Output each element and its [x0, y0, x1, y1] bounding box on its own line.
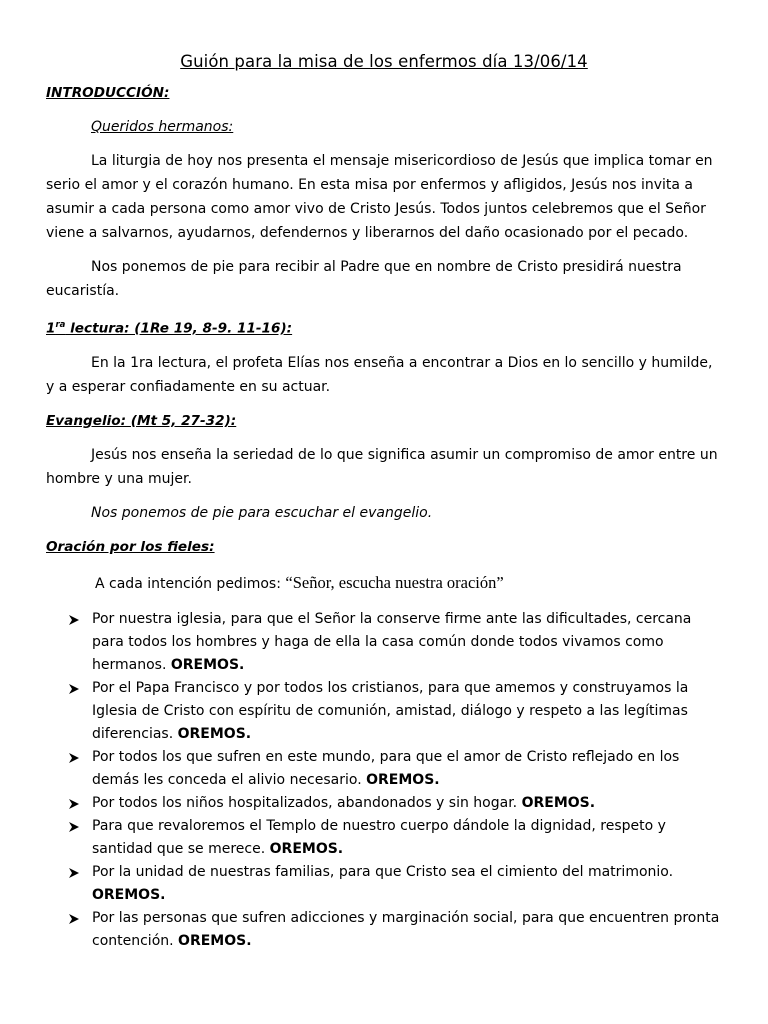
oremos-label: OREMOS.: [366, 771, 440, 788]
arrowhead-bullet-icon: [68, 913, 80, 925]
gospel-text: Jesús nos enseña la seriedad de lo que significa asumir un compromiso de amor entre un hombre y una mujer.: [46, 446, 718, 487]
reading1-heading-rest: lectura: (1Re 19, 8-9. 11-16):: [65, 320, 293, 337]
petition-item: [46, 677, 722, 746]
document-page: [46, 52, 722, 953]
gospel-heading: Evangelio: (Mt 5, 27-32):: [46, 412, 237, 429]
greeting: [46, 115, 722, 139]
greeting-text: Queridos hermanos:: [91, 119, 234, 135]
reading1-heading-sup: ra: [55, 320, 66, 330]
prayers-response: “Señor, escucha nuestra oración”: [285, 572, 504, 592]
oremos-label: OREMOS.: [521, 794, 596, 811]
oremos-label: OREMOS.: [269, 840, 344, 857]
arrowhead-bullet-icon: [68, 821, 80, 833]
document-title: Guión para la misa de los enfermos día 13/06/14: [180, 52, 588, 71]
petition-item: [46, 792, 722, 815]
reading1-text: En la 1ra lectura, el profeta Elías nos enseña a encontrar a Dios en lo sencillo y humilde, y a esperar confiadamente en su actuar.: [46, 354, 713, 395]
oremos-label: OREMOS.: [92, 886, 166, 903]
oremos-label: OREMOS.: [177, 725, 252, 742]
petitions-list: [46, 608, 722, 953]
prayers-intro: A cada intención pedimos:: [95, 575, 286, 592]
petition-item: [46, 861, 722, 907]
petition-item: [46, 608, 722, 677]
oremos-label: OREMOS.: [170, 656, 245, 673]
petition-item: [46, 746, 722, 792]
prayers-heading: Oración por los fieles:: [46, 538, 215, 555]
petition-text: Por la unidad de nuestras familias, para que Cristo sea el cimiento del matrimonio.: [92, 863, 674, 880]
petition-text: Por nuestra iglesia, para que el Señor la conserve firme ante las dificultades, cercana para todos los hombres y haga de ella la casa común donde todos vivamos como hermanos.: [92, 610, 692, 673]
arrowhead-bullet-icon: [68, 614, 80, 626]
intro-paragraph: La liturgia de hoy nos presenta el mensaje misericordioso de Jesús que implica tomar en serio el amor y el corazón humano. En esta misa por enfermos y afligidos, Jesús nos invita a asumir a cada persona como amor vivo de Cristo Jesús. Todos juntos celebremos que el Señor viene a salvarnos, ayudarnos, defendernos y liberarnos del daño ocasionado por el pecado.: [46, 153, 713, 241]
prayers-response-line: [46, 571, 722, 596]
petition-text: Por el Papa Francisco y por todos los cristianos, para que amemos y construyamos la Iglesia de Cristo con espíritu de comunión, amistad, diálogo y respeto a las legítimas diferencias.: [92, 679, 689, 742]
intro-standing-paragraph: Nos ponemos de pie para recibir al Padre que en nombre de Cristo presidirá nuestra eucaristía.: [46, 259, 682, 299]
petition-text: Por todos los que sufren en este mundo, para que el amor de Cristo reflejado en los demás les conceda el alivio necesario.: [92, 748, 680, 788]
intro-heading: INTRODUCCIÓN:: [46, 85, 170, 101]
petition-item: [46, 907, 722, 953]
gospel-instruction: Nos ponemos de pie para escuchar el evangelio.: [91, 504, 433, 521]
arrowhead-bullet-icon: [68, 867, 80, 879]
petition-text: Por las personas que sufren adicciones y marginación social, para que encuentren pronta contención.: [92, 909, 720, 949]
reading1-heading-num: 1: [46, 320, 56, 337]
petition-text: Por todos los niños hospitalizados, abandonados y sin hogar.: [92, 794, 518, 811]
oremos-label: OREMOS.: [178, 932, 252, 949]
petition-text: Para que revaloremos el Templo de nuestro cuerpo dándole la dignidad, respeto y santidad que se merece.: [92, 817, 666, 857]
petition-item: [46, 815, 722, 861]
arrowhead-bullet-icon: [68, 683, 80, 695]
arrowhead-bullet-icon: [68, 798, 80, 810]
reading1-heading: [46, 313, 722, 341]
arrowhead-bullet-icon: [68, 752, 80, 764]
